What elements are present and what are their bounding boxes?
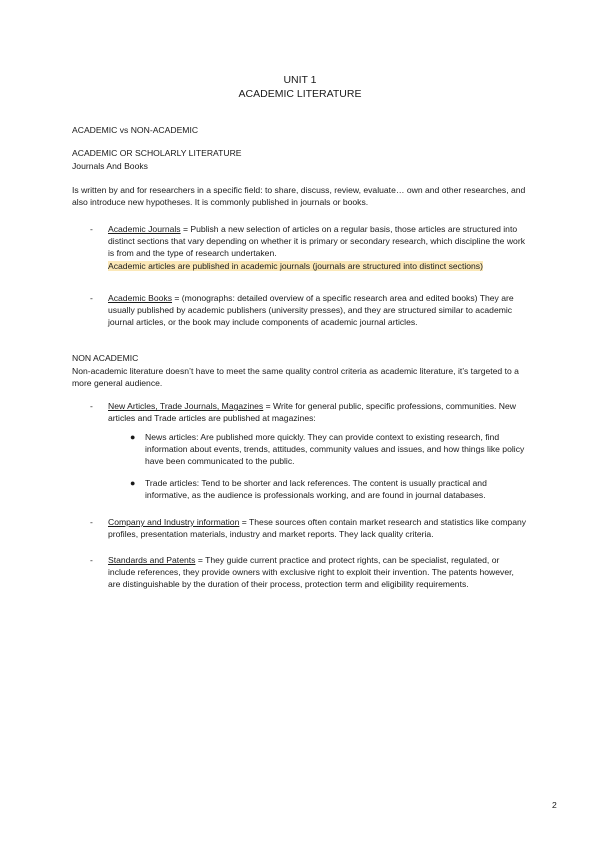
page-number: 2 (552, 800, 557, 810)
section-heading-scholarly: ACADEMIC OR SCHOLARLY LITERATURE (72, 148, 242, 158)
term-company-industry: Company and Industry information (108, 517, 240, 527)
definition-text: = Write for general public, specific professions, communities. New articles and Trade articles are published at magazines: (108, 401, 516, 424)
definition-text: = They guide current practice and protect rights, can be specialist, regulated, or include references, they provide owners with exclusive right to exploit their invention. The patents however, are distinguishable by the duration of their process, protection term and eligibility requirements. (108, 555, 514, 590)
term-academic-journals: Academic Journals (108, 224, 181, 234)
term-academic-books: Academic Books (108, 293, 173, 303)
list-dash: - (90, 401, 93, 411)
section-heading-academic-vs-non: ACADEMIC vs NON-ACADEMIC (72, 125, 199, 135)
term-news-trade-magazines: New Articles, Trade Journals, Magazines (108, 401, 264, 411)
list-dash: - (90, 224, 93, 234)
document-title: ACADEMIC LITERATURE (238, 88, 362, 100)
bullet-trade-articles: Trade articles: Tend to be shorter and lack references. The content is usually practical and informative, as the audience is professionals working, and are found in journal databases. (145, 478, 487, 501)
list-dash: - (90, 293, 93, 303)
section-heading-non-academic: NON ACADEMIC (72, 353, 139, 363)
list-item-news-trade-magazines (108, 400, 528, 424)
list-item-company-industry (108, 516, 528, 540)
unit-title: UNIT 1 (283, 74, 317, 86)
bullet-icon: ● (130, 478, 136, 488)
term-standards-patents: Standards and Patents (108, 555, 196, 565)
highlighted-note: Academic articles are published in academic journals (journals are structured into distinct sections) (108, 260, 483, 271)
list-item-academic-journals (108, 223, 528, 272)
subheading-journals-books: Journals And Books (72, 161, 148, 171)
definition-text: = Publish a new selection of articles on a regular basis, those articles are structured into distinct sections that vary depending on whether it is primary or secondary research, which discipline the work is from and the type of research undertaken. (108, 224, 525, 259)
list-item-standards-patents (108, 554, 528, 591)
list-dash: - (90, 555, 93, 565)
definition-text: = These sources often contain market research and statistics like company profiles, presentation materials, industry and market reports. They lack quality criteria. (108, 517, 527, 540)
bullet-news-articles: News articles: Are published more quickly. They can provide context to existing research, find information about events, trends, attitudes, community values and issues, and how things like policy have been communicated to the public. (145, 432, 525, 467)
non-academic-intro: Non-academic literature doesn’t have to meet the same quality control criteria as academic literature, it’s targeted to a more general audience. (72, 366, 519, 389)
definition-text: = (monographs: detailed overview of a specific research area and edited books) They are usually published by academic publishers (university presses), and they are structured similar to academic journal articles, or the book may include components of academic journal articles. (108, 293, 514, 328)
list-dash: - (90, 517, 93, 527)
bullet-icon: ● (130, 432, 136, 442)
list-item-academic-books (108, 292, 528, 329)
intro-paragraph: Is written by and for researchers in a specific field: to share, discuss, review, evaluate… own and other researches, and also introduce new hypotheses. It is commonly published in journals or books. (72, 185, 526, 208)
